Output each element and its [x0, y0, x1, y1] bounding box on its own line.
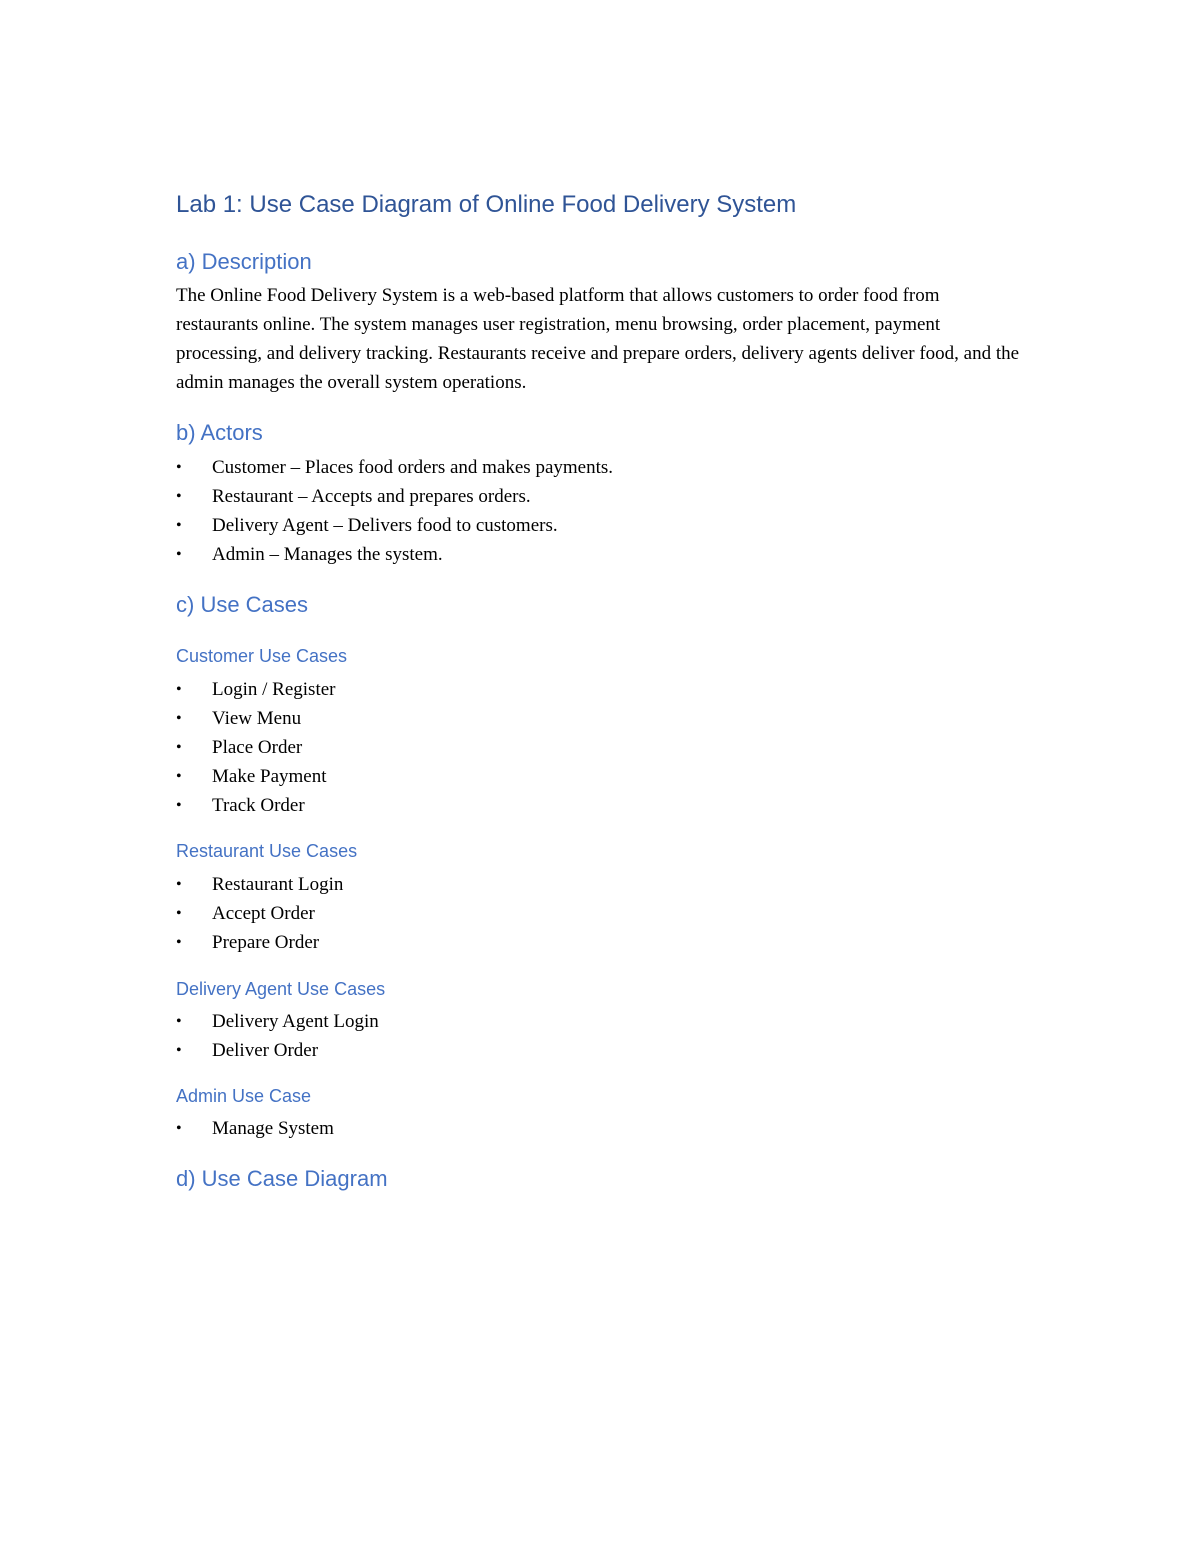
actors-heading: b) Actors	[176, 420, 263, 445]
actors-list	[176, 453, 613, 569]
list-item: • Restaurant Login	[176, 870, 343, 899]
bullet-icon: •	[176, 797, 182, 814]
use-cases-heading: c) Use Cases	[176, 592, 309, 617]
bullet-icon: •	[176, 905, 182, 922]
admin-use-case-list	[176, 1114, 334, 1143]
list-item: • View Menu	[176, 704, 335, 733]
bullet-icon: •	[176, 546, 182, 563]
bullet-icon: •	[176, 488, 182, 505]
bullet-icon: •	[176, 1120, 182, 1137]
bullet-icon: •	[176, 1013, 182, 1030]
list-item: • Prepare Order	[176, 928, 343, 957]
delivery-agent-use-cases-list	[176, 1007, 379, 1065]
list-item: • Manage System	[176, 1114, 334, 1143]
bullet-icon: •	[176, 459, 182, 476]
bullet-icon: •	[176, 1042, 182, 1059]
bullet-icon: •	[176, 876, 182, 893]
customer-use-cases-list	[176, 675, 335, 820]
admin-use-case-heading: Admin Use Case	[176, 1086, 312, 1106]
bullet-icon: •	[176, 739, 182, 756]
bullet-icon: •	[176, 934, 182, 951]
list-item: • Delivery Agent – Delivers food to customers.	[176, 511, 613, 540]
list-item: • Make Payment	[176, 762, 335, 791]
list-item: • Delivery Agent Login	[176, 1007, 379, 1036]
delivery-agent-use-cases-heading: Delivery Agent Use Cases	[176, 979, 386, 999]
bullet-icon: •	[176, 517, 182, 534]
list-item: • Customer – Places food orders and makes payments.	[176, 453, 613, 482]
document-title: Lab 1: Use Case Diagram of Online Food Delivery System	[176, 191, 797, 218]
list-item: • Login / Register	[176, 675, 335, 704]
list-item: • Track Order	[176, 791, 335, 820]
list-item: • Accept Order	[176, 899, 343, 928]
restaurant-use-cases-list	[176, 870, 343, 957]
list-item: • Place Order	[176, 733, 335, 762]
bullet-icon: •	[176, 681, 182, 698]
restaurant-use-cases-heading: Restaurant Use Cases	[176, 841, 358, 861]
description-text: The Online Food Delivery System is a web-based platform that allows customers to order food from restaurants online. The system manages user registration, menu browsing, order placement, payment processing, and delivery tracking. Restaurants receive and prepare orders, delivery agents deliver food, and the admin manages the overall system operations.	[176, 285, 1020, 393]
description-heading: a) Description	[176, 249, 312, 274]
list-item: • Admin – Manages the system.	[176, 540, 613, 569]
customer-use-cases-heading: Customer Use Cases	[176, 646, 348, 666]
bullet-icon: •	[176, 710, 182, 727]
bullet-icon: •	[176, 768, 182, 785]
use-case-diagram-heading: d) Use Case Diagram	[176, 1166, 388, 1191]
list-item: • Deliver Order	[176, 1036, 379, 1065]
list-item: • Restaurant – Accepts and prepares orders.	[176, 482, 613, 511]
